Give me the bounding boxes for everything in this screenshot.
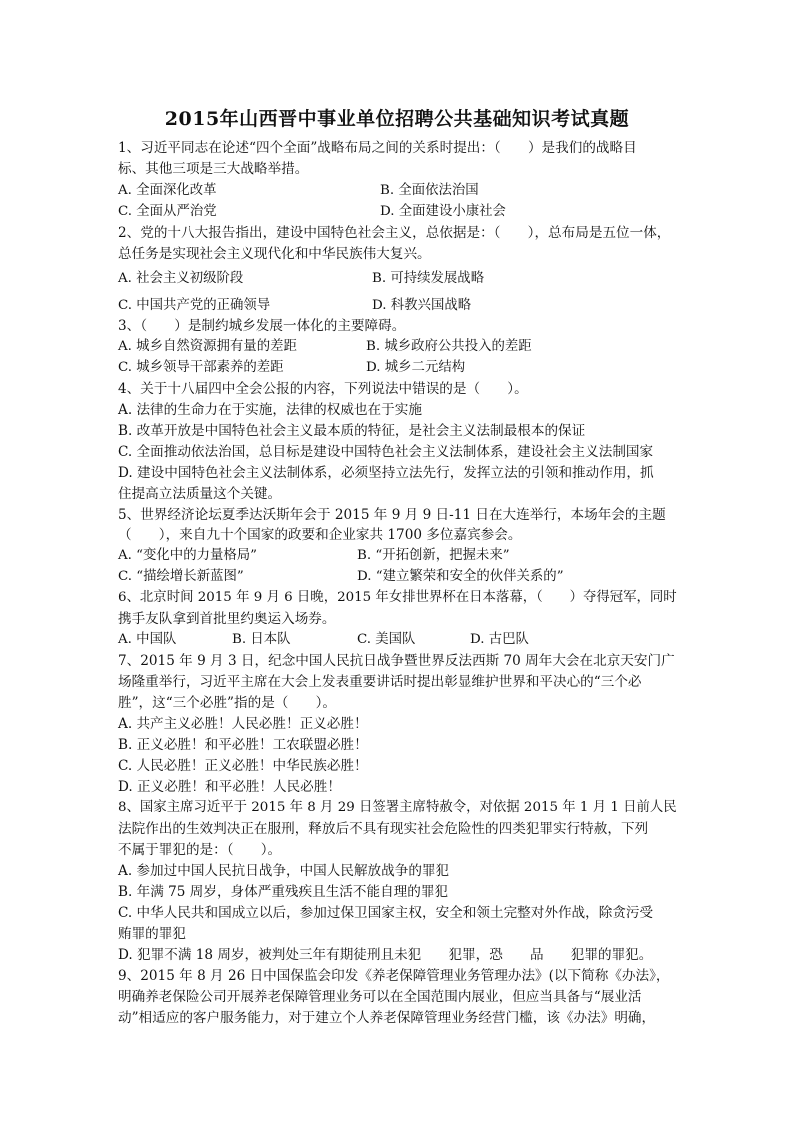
question-2-option-b: B. 可持续发展战略 bbox=[372, 271, 485, 286]
question-3-option-c: C. 城乡领导干部素养的差距 bbox=[118, 360, 284, 375]
question-8-line-2: 法院作出的生效判决正在服刑，释放后不具有现实社会危险性的四类犯罪实行特赦，下列 bbox=[118, 821, 649, 837]
question-1-line-2: 标、其他三项是三大战略举措。 bbox=[118, 161, 309, 177]
question-4-option-c: C. 全面推动依法治国，总目标是建设中国特色社会主义法制体系，建设社会主义法制国家 bbox=[118, 444, 654, 460]
question-7-option-d: D. 正义必胜！和平必胜！人民必胜！ bbox=[118, 779, 341, 795]
question-6-line-2: 携手友队拿到首批里约奥运入场券。 bbox=[118, 611, 336, 627]
question-8-line-1: 8、国家主席习近平于 2015 年 8 月 29 日签署主席特赦令，对依据 2015 年 1 月 1 日前人民 bbox=[118, 800, 677, 815]
question-1-option-d: D. 全面建设小康社会 bbox=[380, 204, 506, 219]
question-1-option-c: C. 全面从严治党 bbox=[118, 204, 217, 219]
question-2-line-1: 2、党的十八大报告指出，建设中国特色社会主义，总依据是：（ ），总布局是五位一体， bbox=[118, 225, 671, 241]
question-9-line-2: 明确养老保险公司开展养老保障管理业务可以在全国范围内展业，但应当具备与“展业活 bbox=[118, 989, 642, 1005]
question-3-line-1: 3、（ ）是制约城乡发展一体化的主要障碍。 bbox=[118, 318, 406, 334]
question-8-option-d: D. 犯罪不满 18 周岁，被判处三年有期徒刑且未犯 犯罪，恐 品 犯罪的罪犯。 bbox=[118, 947, 653, 963]
question-6-line-1: 6、北京时间 2015 年 9 月 6 日晚，2015 年女排世界杯在日本落幕，（ ）夺得冠军，同时 bbox=[118, 590, 677, 605]
question-4-option-a: A. 法律的生命力在于实施，法律的权威也在于实施 bbox=[118, 402, 422, 418]
question-8-line-3: 不属于罪犯的是：（ ）。 bbox=[118, 842, 282, 858]
question-2-option-a: A. 社会主义初级阶段 bbox=[118, 271, 244, 286]
question-8-option-c-line-2: 贿罪的罪犯 bbox=[118, 926, 186, 942]
question-5-option-c: C. “描绘增长新蓝图” bbox=[118, 569, 244, 584]
question-7-line-1: 7、2015 年 9 月 3 日，纪念中国人民抗日战争暨世界反法西斯 70 周年大会在北京天安门广 bbox=[118, 653, 675, 669]
question-2-line-2: 总任务是实现社会主义现代化和中华民族伟大复兴。 bbox=[118, 246, 431, 262]
question-3-option-a: A. 城乡自然资源拥有量的差距 bbox=[118, 339, 297, 354]
question-1-option-b: B. 全面依法治国 bbox=[380, 183, 479, 198]
question-4-line-1: 4、关于十八届四中全会公报的内容，下列说法中错误的是（ ）。 bbox=[118, 381, 528, 397]
question-9-line-1: 9、2015 年 8 月 26 日中国保监会印发《养老保障管理业务管理办法》(以下简称《办法》， bbox=[118, 968, 670, 984]
question-7-option-a: A. 共产主义必胜！人民必胜！正义必胜！ bbox=[118, 716, 368, 732]
question-4-option-d-line-1: D. 建设中国特色社会主义法制体系，必须坚持立法先行，发挥立法的引领和推动作用，抓 bbox=[118, 465, 654, 481]
question-8-option-b: B. 年满 75 周岁，身体严重残疾且生活不能自理的罪犯 bbox=[118, 884, 449, 900]
question-8-option-c-line-1: C. 中华人民共和国成立以后，参加过保卫国家主权，安全和领土完整对外作战，除贪污受 bbox=[118, 905, 654, 921]
question-7-line-2: 场隆重举行，习近平主席在大会上发表重要讲话时提出彰显维护世界和平决心的“三个必 bbox=[118, 674, 642, 690]
question-6-option-b: B. 日本队 bbox=[232, 632, 291, 647]
document-title: 2015年山西晋中事业单位招聘公共基础知识考试真题 bbox=[164, 108, 630, 130]
question-4-option-b: B. 改革开放是中国特色社会主义最本质的特征，是社会主义法制最根本的保证 bbox=[118, 423, 586, 439]
question-6-option-d: D. 古巴队 bbox=[470, 632, 529, 647]
question-2-option-d: D. 科教兴国战略 bbox=[372, 298, 472, 313]
question-1-line-1: 1、习近平同志在论述“四个全面”战略布局之间的关系时提出：（ ）是我们的战略目 bbox=[118, 140, 637, 156]
question-5-option-a: A. “变化中的力量格局” bbox=[118, 548, 257, 563]
question-8-option-a: A. 参加过中国人民抗日战争，中国人民解放战争的罪犯 bbox=[118, 863, 450, 879]
question-7-option-b: B. 正义必胜！和平必胜！工农联盟必胜！ bbox=[118, 737, 368, 753]
question-3-option-b: B. 城乡政府公共投入的差距 bbox=[366, 339, 532, 354]
question-5-line-1: 5、世界经济论坛夏季达沃斯年会于 2015 年 9 月 9 日-11 日在大连举行，本场年会的主题 bbox=[118, 507, 666, 523]
question-4-option-d-line-2: 住提高立法质量这个关键。 bbox=[118, 486, 282, 502]
question-6-option-c: C. 美国队 bbox=[357, 632, 416, 647]
question-5-option-d: D. “建立繁荣和安全的伙伴关系的” bbox=[357, 569, 564, 584]
question-6-option-a: A. 中国队 bbox=[118, 632, 177, 647]
question-5-line-2: （ ），来自九十个国家的政要和企业家共 1700 多位嘉宾参会。 bbox=[118, 527, 522, 543]
question-9-line-3: 动”相适应的客户服务能力，对于建立个人养老保障管理业务经营门槛，该《办法》明确， bbox=[118, 1010, 656, 1026]
question-7-line-3: 胜”，这“三个必胜”指的是（ ）。 bbox=[118, 695, 336, 711]
question-1-option-a: A. 全面深化改革 bbox=[118, 183, 217, 198]
question-3-option-d: D. 城乡二元结构 bbox=[366, 360, 466, 375]
question-5-option-b: B. “开拓创新，把握未来” bbox=[357, 548, 510, 563]
question-7-option-c: C. 人民必胜！正义必胜！中华民族必胜！ bbox=[118, 758, 368, 774]
question-2-option-c: C. 中国共产党的正确领导 bbox=[118, 298, 271, 313]
